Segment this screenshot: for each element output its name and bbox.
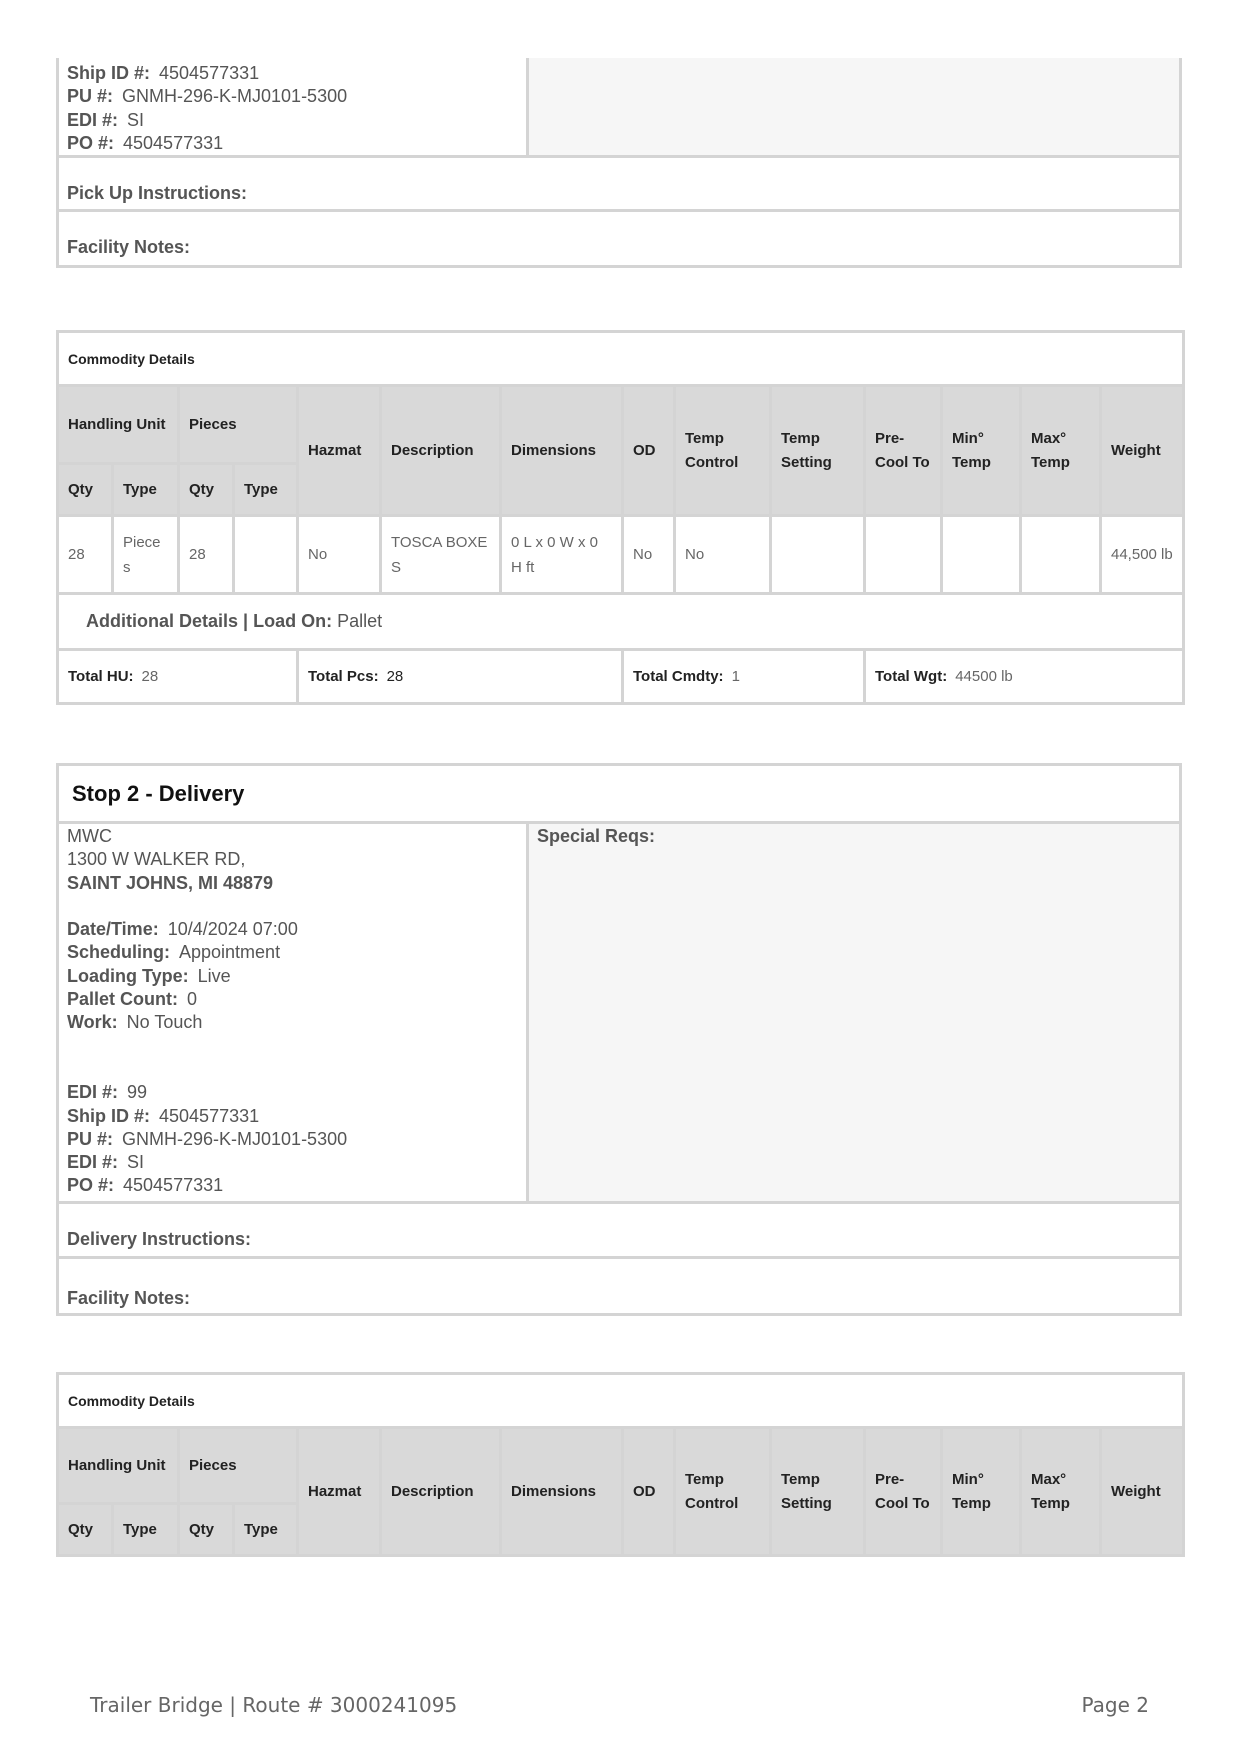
ref-edi-1: EDI #: 99	[67, 1082, 148, 1103]
th-dimensions-2: Dimensions	[501, 1428, 623, 1556]
cell-od: No	[623, 516, 675, 594]
special-reqs-label: Special Reqs:	[537, 826, 656, 846]
loading-type: Loading Type: Live	[67, 965, 231, 986]
ref-edi-2: EDI #: SI	[67, 1152, 145, 1173]
ref-po: PO #: 4504577331	[67, 132, 224, 153]
th-min-temp-2: Min° Temp	[942, 1428, 1021, 1556]
separator: |	[243, 611, 254, 631]
total-hu: Total HU: 28	[58, 650, 298, 704]
additional-details-label: Additional Details	[86, 611, 239, 631]
th-handling-unit-2: Handling Unit	[58, 1428, 179, 1504]
cell-pre-cool	[865, 516, 942, 594]
stop1-reference-lines	[67, 62, 347, 155]
city-state-zip: SAINT JOHNS, MI 48879	[67, 872, 274, 893]
facility-notes-label-2: Facility Notes:	[67, 1288, 191, 1308]
cell-min-temp	[942, 516, 1021, 594]
cell-temp-setting	[771, 516, 865, 594]
th-min-temp: Min° Temp	[942, 386, 1021, 516]
th-description: Description	[381, 386, 501, 516]
th-handling-unit: Handling Unit	[58, 386, 179, 464]
facility-notes-row-2	[59, 1256, 1179, 1316]
th-pre-cool-2: Pre-Cool To	[865, 1428, 942, 1556]
commodity-table-1	[56, 330, 1185, 705]
cell-dimensions: 0 L x 0 W x 0 H ft	[501, 516, 623, 594]
th-hu-qty: Qty	[58, 464, 113, 516]
cell-description: TOSCA BOXES	[381, 516, 501, 594]
th-temp-setting: Temp Setting	[771, 386, 865, 516]
cell-pc-qty: 28	[179, 516, 234, 594]
stop1-continuation	[56, 58, 1182, 268]
ref-po: PO #: 4504577331	[67, 1175, 224, 1196]
th-pc-qty: Qty	[179, 464, 234, 516]
th-od-2: OD	[623, 1428, 675, 1556]
ref-ship-id: Ship ID #: 4504577331	[67, 63, 260, 83]
th-pieces-2: Pieces	[179, 1428, 298, 1504]
th-hazmat-2: Hazmat	[298, 1428, 381, 1556]
th-pc-type-2: Type	[234, 1504, 298, 1556]
total-wgt: Total Wgt: 44500 lb	[865, 650, 1184, 704]
work: Work: No Touch	[67, 1012, 203, 1033]
th-weight: Weight	[1101, 386, 1184, 516]
ref-ship-id: Ship ID #: 4504577331	[67, 1105, 260, 1126]
scheduling: Scheduling: Appointment	[67, 942, 281, 963]
stop2-title: Stop 2 - Delivery	[72, 781, 245, 806]
ref-pu: PU #: GNMH-296-K-MJ0101-5300	[67, 86, 348, 107]
divider	[526, 58, 529, 155]
th-max-temp: Max° Temp	[1021, 386, 1101, 516]
cell-max-temp	[1021, 516, 1101, 594]
cell-weight: 44,500 lb	[1101, 516, 1184, 594]
delivery-instructions-row	[59, 1201, 1179, 1256]
total-cmdty: Total Cmdty: 1	[623, 650, 865, 704]
cell-hu-type: Pieces	[113, 516, 179, 594]
facility-notes-label: Facility Notes:	[67, 237, 191, 257]
stop2-delivery-box	[56, 763, 1182, 1316]
th-max-temp-2: Max° Temp	[1021, 1428, 1101, 1556]
th-hu-type: Type	[113, 464, 179, 516]
total-pcs: Total Pcs: 28	[298, 650, 623, 704]
commodity-title-2: Commodity Details	[58, 1374, 1184, 1428]
ref-edi: EDI #: SI	[67, 109, 145, 130]
additional-details-row	[58, 594, 1184, 650]
divider	[526, 824, 529, 1204]
facility-name: MWC	[67, 826, 112, 846]
load-on-label: Load On:	[253, 611, 333, 631]
pickup-instructions-label: Pick Up Instructions:	[67, 183, 248, 203]
commodity-title: Commodity Details	[58, 332, 1184, 386]
th-weight-2: Weight	[1101, 1428, 1184, 1556]
th-temp-setting-2: Temp Setting	[771, 1428, 865, 1556]
th-od: OD	[623, 386, 675, 516]
stop2-body	[59, 821, 1179, 1204]
special-reqs-area	[526, 824, 1179, 1204]
stop2-address-block	[67, 825, 347, 1198]
th-temp-control: Temp Control	[675, 386, 771, 516]
th-hazmat: Hazmat	[298, 386, 381, 516]
th-pc-type: Type	[234, 464, 298, 516]
address-line: 1300 W WALKER RD,	[67, 849, 246, 870]
stop1-special-area	[526, 58, 1179, 155]
footer-page-number: Page 2	[1081, 1693, 1149, 1717]
cell-temp-control: No	[675, 516, 771, 594]
pallet-count: Pallet Count: 0	[67, 989, 198, 1010]
cell-hazmat: No	[298, 516, 381, 594]
delivery-instructions-label: Delivery Instructions:	[67, 1229, 252, 1249]
table-row	[58, 516, 1184, 594]
th-pieces: Pieces	[179, 386, 298, 464]
th-dimensions: Dimensions	[501, 386, 623, 516]
cell-pc-type	[234, 516, 298, 594]
commodity-table-2	[56, 1372, 1185, 1557]
cell-hu-qty: 28	[58, 516, 113, 594]
date-time: Date/Time: 10/4/2024 07:00	[67, 919, 298, 940]
facility-notes-row	[59, 209, 1179, 265]
th-temp-control-2: Temp Control	[675, 1428, 771, 1556]
ref-pu: PU #: GNMH-296-K-MJ0101-5300	[67, 1128, 348, 1149]
load-on-value: Pallet	[337, 611, 383, 631]
footer-route: Trailer Bridge | Route # 3000241095	[90, 1693, 458, 1717]
th-description-2: Description	[381, 1428, 501, 1556]
pickup-instructions-row	[59, 155, 1179, 209]
th-hu-qty-2: Qty	[58, 1504, 113, 1556]
th-pre-cool: Pre-Cool To	[865, 386, 942, 516]
totals-row	[58, 650, 1184, 704]
th-hu-type-2: Type	[113, 1504, 179, 1556]
th-pc-qty-2: Qty	[179, 1504, 234, 1556]
